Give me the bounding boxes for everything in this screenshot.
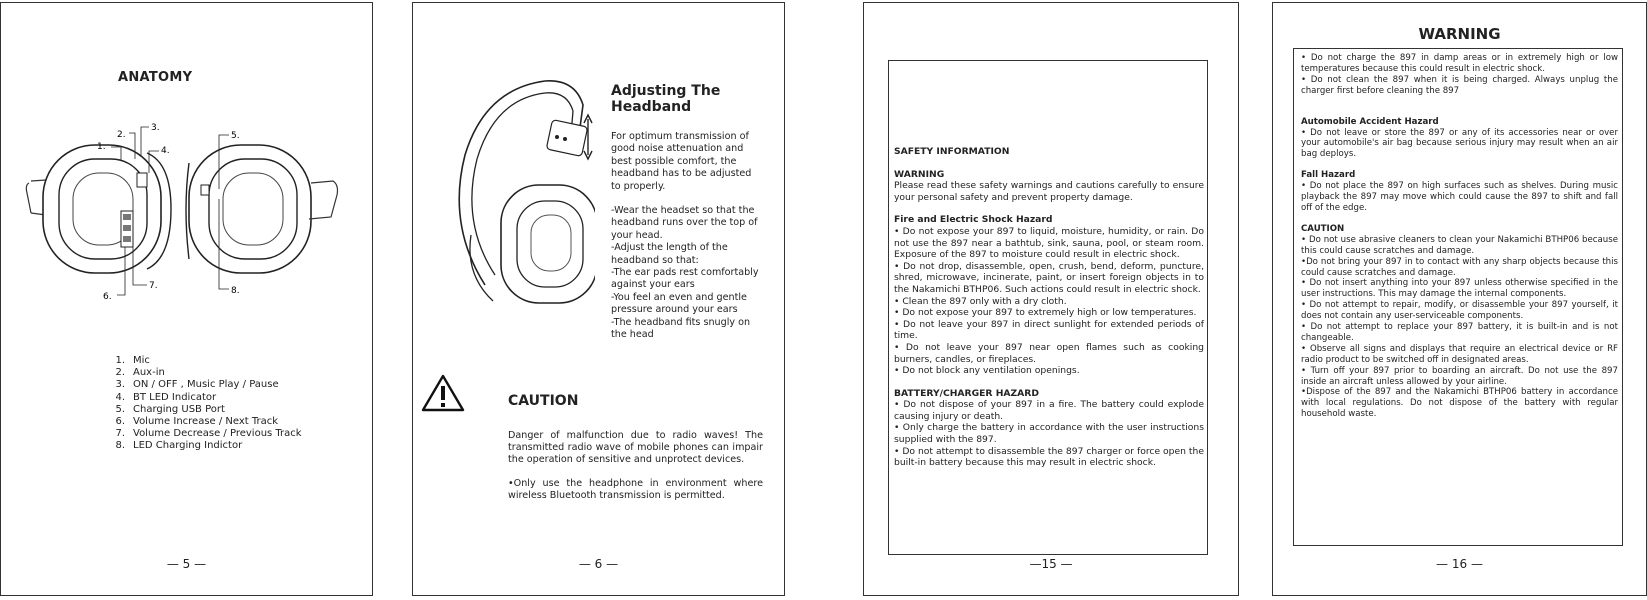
- legend-item: 1. Mic: [115, 355, 150, 366]
- paragraph: -The headband fits snugly on the head: [611, 316, 751, 341]
- paragraph: •Only use the headphone in environment where wireless Bluetooth transmission is permitted.: [508, 478, 763, 501]
- paragraph: Please read these safety warnings and cautions carefully to ensure your personal safety and prevent property damage.: [894, 180, 1204, 203]
- list-item: • Do not dispose of your 897 in a fire. The battery could explode causing injury or death.: [894, 399, 1204, 422]
- paragraph: -Adjust the length of the headband so that:: [611, 242, 728, 266]
- manual-page-6: [412, 2, 785, 596]
- legend-item: 6. Volume Increase / Next Track: [115, 416, 279, 428]
- adjusting-headband-body: [611, 131, 761, 342]
- list-item: • Do not block any ventilation openings.: [894, 365, 1080, 377]
- section-heading: WARNING: [894, 168, 945, 180]
- list-item: • Do not expose your 897 to extremely high or low temperatures.: [894, 307, 1197, 319]
- paragraph: Danger of malfunction due to radio waves! The transmitted radio wave of mobile phones can impair the operation of sensitive and unprotect devices.: [508, 430, 763, 465]
- warning-content: [1301, 53, 1618, 420]
- section-heading: Automobile Accident Hazard: [1301, 116, 1439, 127]
- callout-1: 1.: [97, 142, 106, 152]
- safety-information: [894, 146, 1204, 469]
- list-item: • Do not insert anything into your 897 unless otherwise specified in the user instructions. This may damage the internal components.: [1301, 278, 1618, 300]
- paragraph: -Wear the headset so that the headband runs over the top of your head.: [611, 205, 758, 241]
- section-heading: Fall Hazard: [1301, 170, 1356, 181]
- list-item: • Do not attempt to repair, modify, or disassemble your 897 yourself, it does not contain any user-serviceable components.: [1301, 300, 1618, 322]
- legend-item: 3. ON / OFF , Music Play / Pause: [115, 379, 279, 391]
- caution-title: CAUTION: [508, 393, 579, 409]
- page-number: — 16 —: [1436, 557, 1483, 571]
- list-item: • Do not place the 897 on high surfaces such as shelves. During music playback the 897 may move which could cause the 897 to shift and fall off of the edge.: [1301, 181, 1618, 213]
- manual-page-16: [1272, 2, 1647, 596]
- legend-item: 2. Aux-in: [115, 367, 165, 379]
- list-item: • Do not use abrasive cleaners to clean your Nakamichi BTHP06 because this could cause scratches and damage.: [1301, 234, 1618, 256]
- list-item: • Do not charge the 897 in damp areas or in extremely high or low temperatures because this could result in electric shock.: [1301, 53, 1618, 74]
- list-item: •Do not bring your 897 in to contact with any sharp objects because this could cause scratches and damage.: [1301, 256, 1618, 278]
- callout-4: 4.: [161, 146, 170, 156]
- legend-item: 4. BT LED Indicator: [115, 391, 217, 403]
- list-item: • Do not leave your 897 in direct sunlight for extended periods of time.: [894, 318, 1204, 342]
- callout-2: 2.: [117, 130, 126, 140]
- legend-item: 5. Charging USB Port: [115, 403, 225, 415]
- list-item: • Do not attempt to disassemble the 897 charger or force open the built-in battery because this may result in electric shock.: [894, 445, 1204, 469]
- section-heading: SAFETY INFORMATION: [894, 146, 1010, 157]
- anatomy-legend: [105, 355, 302, 453]
- list-item: • Clean the 897 only with a dry cloth.: [894, 295, 1067, 307]
- list-item: • Do not leave your 897 near open flames such as cooking burners, candles, or fireplaces.: [894, 341, 1204, 365]
- section-heading: Fire and Electric Shock Hazard: [894, 214, 1053, 226]
- page-number: — 5 —: [166, 557, 207, 571]
- list-item: • Turn off your 897 prior to boarding an aircraft. Do not use the 897 inside an aircraft unless allowed by your airline.: [1301, 365, 1618, 387]
- manual-page-5: [0, 2, 373, 596]
- legend-item: 7. Volume Decrease / Previous Track: [115, 428, 302, 440]
- paragraph: For optimum transmission of good noise attenuation and best possible comfort, the headband has to be adjusted to properly.: [611, 131, 752, 192]
- list-item: • Do not clean the 897 when it is being charged. Always unplug the charger first before cleaning the 897: [1301, 74, 1618, 96]
- page-number: — 6 —: [578, 557, 619, 571]
- callout-6: 6.: [103, 292, 112, 302]
- warning-triangle-icon: [421, 373, 465, 413]
- callout-8: 8.: [231, 286, 240, 296]
- adjusting-headband-title: Adjusting The Headband: [611, 83, 721, 115]
- list-item: • Do not drop, disassemble, open, crush, bend, deform, puncture, shred, microwave, incinerate, paint, or insert foreign objects in to the Nakamichi BTHP06. Such actions could result in electric shock.: [894, 260, 1204, 295]
- list-item: • Observe all signs and displays that require an electrical device or RF radio product to be switched off in designated areas.: [1301, 343, 1618, 365]
- headphone-side-illustration: [445, 75, 595, 315]
- callout-3: 3.: [151, 123, 160, 133]
- paragraph: -You feel an even and gentle pressure around your ears: [611, 291, 747, 316]
- list-item: • Only charge the battery in accordance with the user instructions supplied with the 897.: [894, 422, 1204, 446]
- section-heading: CAUTION: [1301, 223, 1345, 234]
- list-item: • Do not leave or store the 897 or any of its accessories near or over your automobile's air bag because serious injury may result when an air bag deploys.: [1301, 127, 1618, 160]
- anatomy-title: ANATOMY: [118, 70, 193, 85]
- caution-body: [508, 430, 763, 514]
- warning-title: WARNING: [1418, 25, 1501, 43]
- legend-item: 8. LED Charging Indictor: [115, 440, 243, 452]
- headphone-anatomy-illustration: [21, 113, 351, 313]
- paragraph: -The ear pads rest comfortably against your ears: [611, 267, 759, 291]
- callout-5: 5.: [231, 131, 240, 141]
- manual-page-15: [863, 2, 1239, 596]
- section-heading: BATTERY/CHARGER HAZARD: [894, 387, 1039, 399]
- list-item: • Do not attempt to replace your 897 battery, it is built-in and is not changeable.: [1301, 322, 1618, 343]
- list-item: • Do not expose your 897 to liquid, moisture, humidity, or rain. Do not use the 897 near a bathtub, sink, sauna, pool, or steam room. Exposure of the 897 to moisture could result in electric shock.: [894, 225, 1204, 261]
- callout-7: 7.: [149, 281, 158, 291]
- page-number: —15 —: [1029, 557, 1073, 571]
- list-item: •Dispose of the 897 and the Nakamichi BTHP06 battery in accordance with local regulations. Do not dispose of the battery with regular household waste.: [1301, 387, 1618, 420]
